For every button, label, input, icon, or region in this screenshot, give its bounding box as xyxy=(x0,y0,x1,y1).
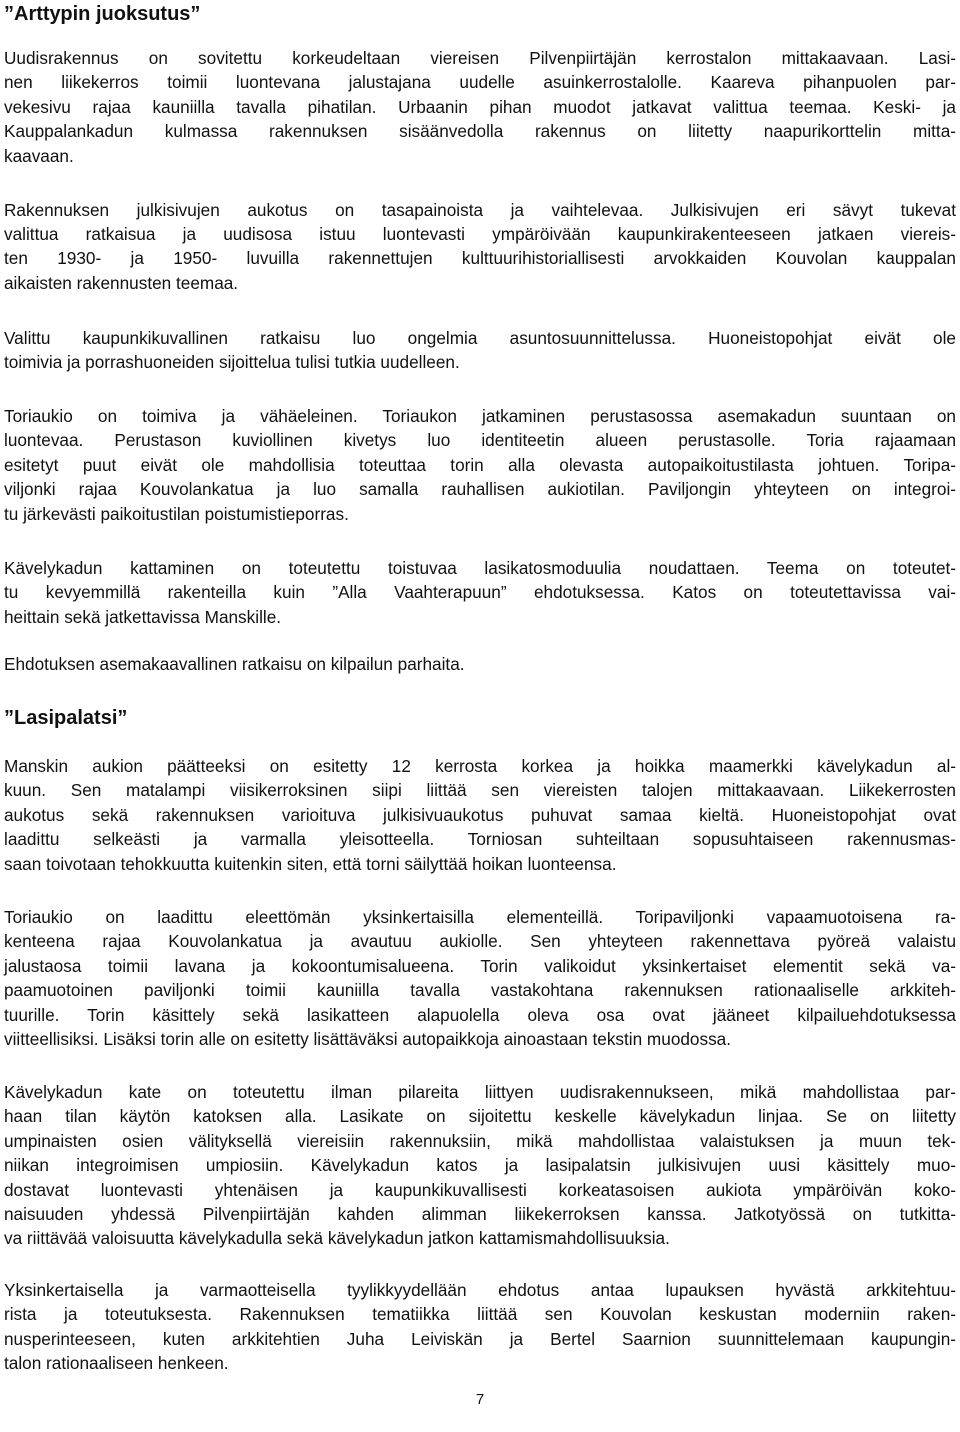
text-line: aikaisten rakennusten teemaa. xyxy=(4,272,239,293)
paragraph xyxy=(4,198,956,222)
text-line: laadittu selkeästi ja varmalla yleisotteella. Torniosan suhteiltaan sopusuhtaiseen rakennusmas- xyxy=(4,829,956,850)
paragraph xyxy=(4,754,956,876)
text-line: naisuuden yhdessä Pilvenpiirtäjän kahden alimman liikekerroksen kanssa. Jatkotyössä on tutkitta- xyxy=(4,1204,956,1225)
text-line: dostavat luontevasti yhtenäisen ja kaupunkikuvallisesti korkeatasoisen aukiota ympäröivän koko- xyxy=(4,1179,956,1200)
text-line: Toriaukio on laadittu eleettömän yksinkertaisilla elementeillä. Toripaviljonki vapaamuotoisena ra- xyxy=(4,907,956,927)
text-line: Kauppalankadun kulmassa rakennuksen sisäänvedolla rakennus on liitetty naapurikorttelin mitta- xyxy=(4,121,956,142)
paragraph xyxy=(4,46,956,168)
text-line: Uudisrakennus on sovitettu korkeudeltaan viereisen Pilvenpiirtäjän kerrostalon mittakaavaan. Lasi- xyxy=(4,48,956,68)
text-line: Toriaukio on toimiva ja vähäeleinen. Toriaukon jatkaminen perustasossa asemakadun suuntaan on xyxy=(4,406,956,426)
text-line: nusperinteeseen, kuten arkkitehtien Juha Leiviskän ja Bertel Saarnion suunnittelemaan kaupungin- xyxy=(4,1328,956,1349)
text-line: vekesivu rajaa kauniilla tavalla pihatilan. Urbaanin pihan muodot jatkavat valittua teemaa. Keski- ja xyxy=(4,96,956,117)
paragraph xyxy=(4,1080,956,1251)
text-line: toimivia ja porrashuoneiden sijoittelua tulisi tutkia uudelleen. xyxy=(4,352,460,373)
text-line: kenteena rajaa Kouvolankatua ja avautuu aukiolle. Sen yhteyteen rakennettava pyöreä valaistu xyxy=(4,931,956,952)
text-line: va riittävää valoisuutta kävelykadulla sekä kävelykadun jatkon kattamismahdollisuuksia. xyxy=(4,1228,670,1249)
text-line: Yksinkertaisella ja varmaotteisella tyylikkyydellään ehdotus antaa lupauksen hyvästä arkkitehtuu- xyxy=(4,1280,956,1300)
heading-text: ”Lasipalatsi” xyxy=(4,707,128,729)
paragraph xyxy=(4,905,956,1051)
text-line: Manskin aukion päätteeksi on esitetty 12 kerrosta korkea ja hoikka maamerkki kävelykadun al- xyxy=(4,756,956,776)
heading-text: ”Arttурin juoksutus” xyxy=(4,3,201,25)
text-line: aukotus sekä rakennuksen varioituva julkisivuaukotus puhuvat samaa kieltä. Huoneistopohjat ovat xyxy=(4,804,956,825)
text-fragment: Rakennuksen julkisivujen aukotus on tasapainoista ja vaihtelevaa. Julkisivujen eri sävyt tukevat xyxy=(4,200,956,220)
text-line: valittua ratkaisua ja uudisosa istuu luontevasti ympäröivään kaupunkirakenteeseen jatkaen viereis- xyxy=(4,224,956,244)
paragraph xyxy=(4,404,956,526)
text-line: paamuotoinen paviljonki toimii kauniilla tavalla vastakohtana rakennuksen rationaaliselle arkkiteh- xyxy=(4,980,956,1001)
heading-lasipalatsi xyxy=(4,706,127,730)
text-line: viitteellisiksi. Lisäksi torin alle on esitetty lisättäväksi autopaikkoja ainoastaan tekstin muodossa. xyxy=(4,1029,732,1050)
paragraph xyxy=(4,222,956,295)
text-line: haan tilan käytön katoksen alla. Lasikate on sijoitettu keskelle kävelykadun linjaa. Se on liitetty xyxy=(4,1106,956,1127)
page-number: 7 xyxy=(475,1391,485,1408)
text-line: kaavaan. xyxy=(4,145,74,166)
text-line: tu järkevästi paikoitustilan poistumistieporras. xyxy=(4,503,349,524)
paragraph xyxy=(4,556,956,629)
text-line: talon rationaaliseen henkeen. xyxy=(4,1353,229,1374)
paragraph xyxy=(4,652,956,676)
text-line: kuun. Sen matalampi viisikerroksinen siipi liittää sen viereisten talojen mittakaavaan. Liikekerrosten xyxy=(4,780,956,801)
text-line: Valittu kaupunkikuvallinen ratkaisu luo ongelmia asuntosuunnittelussa. Huoneistopohjat eivät ole xyxy=(4,328,956,348)
text-line: rista ja toteutuksesta. Rakennuksen tematiikka liittää sen Kouvolan keskustan moderniin raken- xyxy=(4,1304,956,1325)
text-line: luontevaa. Perustason kuviollinen kivetys luo identiteetin alueen perustasolle. Toria rajaamaan xyxy=(4,430,956,451)
text-line: umpinaisten osien välityksellä viereisiin rakennuksiin, mikä mahdollistaa valaistuksen ja muun tek- xyxy=(4,1130,956,1151)
text-line: Kävelykadun kattaminen on toteutettu toistuvaa lasikatosmoduulia noudattaen. Teema on toteutet- xyxy=(4,558,956,578)
text-line: nen liikekerros toimii luontevana jalustajana uudelle asuinkerrostalolle. Kaareva pihanpuolen par- xyxy=(4,72,956,93)
paragraph xyxy=(4,1278,956,1376)
text-line: heittain sekä jatkettavissa Manskille. xyxy=(4,606,282,627)
text-line: viljonki rajaa Kouvolankatua ja luo samalla rauhallisen aukiotilan. Paviljongin yhteyteen on integroi- xyxy=(4,479,956,500)
paragraph xyxy=(4,326,956,375)
text-line: saan toivotaan tehokkuutta kuitenkin siten, että torni säilyttää hoikan luonteensa. xyxy=(4,853,617,874)
text-line: tuurille. Torin käsittely sekä lasikatteen alapuolella oleva osa ovat jääneet kilpailuehdotuksessa xyxy=(4,1004,956,1025)
text-line xyxy=(4,198,956,222)
text-line: esitetyt puut eivät ole mahdollisia toteuttaa torin alla olevasta autopaikoitustilasta johtuen. Toripa- xyxy=(4,454,956,475)
heading-arttyrin-juoksutus xyxy=(4,2,200,26)
text-line: Kävelykadun kate on toteutettu ilman pilareita liittyen uudisrakennukseen, mikä mahdollistaa par- xyxy=(4,1082,956,1102)
text-line: niikan integroimisen umpiosiin. Kävelykadun katos ja lasipalatsin julkisivujen uusi käsittely muo- xyxy=(4,1155,956,1176)
text-line: jalustaosa toimii lavana ja kokoontumisalueena. Torin valikoidut yksinkertaiset elementit sekä va- xyxy=(4,955,956,976)
text-line: ten 1930- ja 1950- luvuilla rakennettujen kulttuurihistoriallisesti arvokkaiden Kouvolan kauppalan xyxy=(4,248,956,269)
text-line: tu kevyemmillä rakenteilla kuin ”Alla Vaahterapuun” ehdotuksessa. Katos on toteutettavissa vai- xyxy=(4,582,956,603)
text-line: Ehdotuksen asemakaavallinen ratkaisu on kilpailun parhaita. xyxy=(4,654,465,674)
